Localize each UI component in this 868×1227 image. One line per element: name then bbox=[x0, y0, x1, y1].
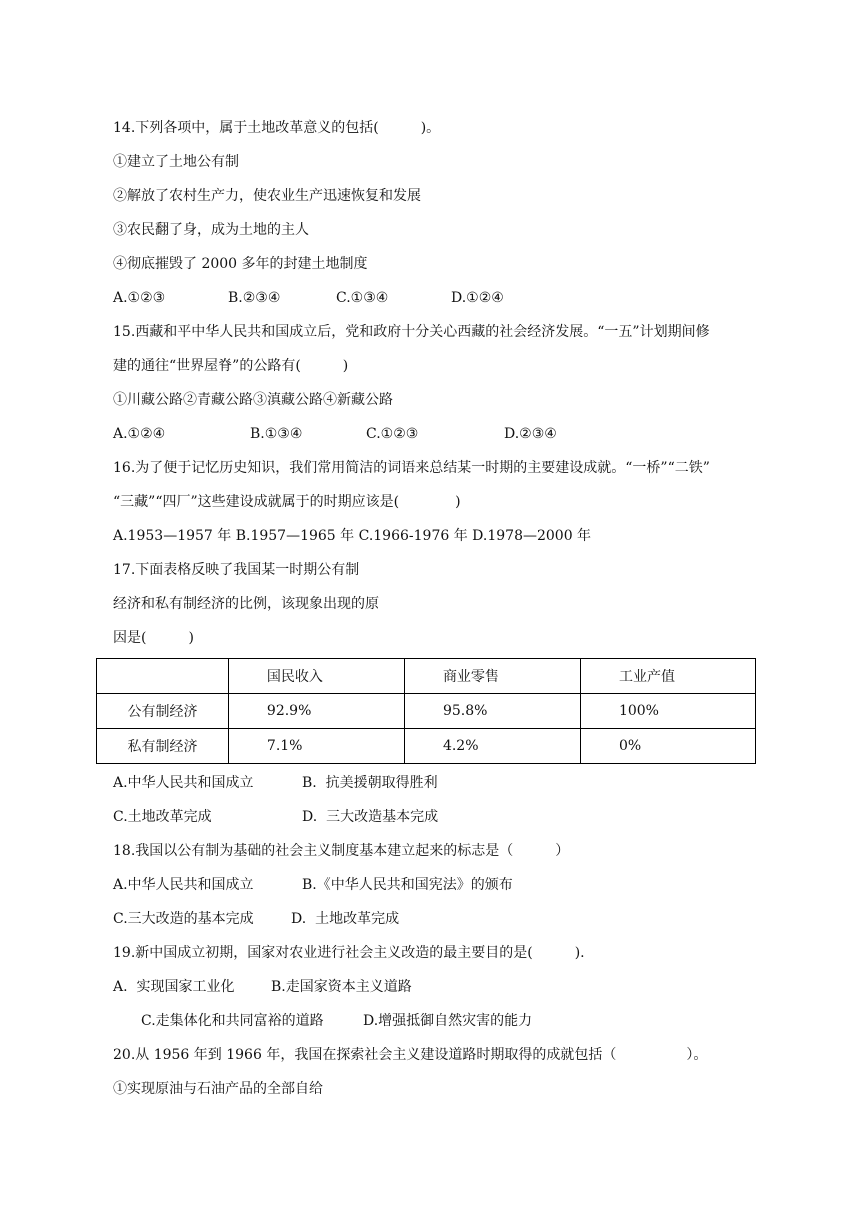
q14-item-4: ④彻底摧毁了 2000 多年的封建土地制度 bbox=[113, 256, 368, 272]
table-cell: 公有制经济 bbox=[97, 694, 229, 729]
table-header-cell bbox=[97, 659, 229, 694]
q14-option-d: D.①②④ bbox=[451, 290, 504, 306]
q16-stem-line-2: “三藏”“四厂”这些建设成就属于的时期应该是( ) bbox=[113, 494, 461, 510]
q14-item-2: ②解放了农村生产力，使农业生产迅速恢复和发展 bbox=[113, 188, 421, 204]
q15-option-d: D.②③④ bbox=[504, 426, 557, 442]
q15-items: ①川藏公路②青藏公路③滇藏公路④新藏公路 bbox=[113, 392, 393, 408]
q18-option-a: A.中华人民共和国成立 bbox=[113, 877, 254, 893]
q14-option-a: A.①②③ bbox=[113, 290, 166, 306]
table-cell: 100% bbox=[580, 694, 755, 729]
q19-option-a: A. 实现国家工业化 bbox=[113, 979, 235, 995]
table-cell: 4.2% bbox=[404, 729, 580, 764]
table-cell: 92.9% bbox=[228, 694, 404, 729]
q17-stem-line-2: 经济和私有制经济的比例，该现象出现的原 bbox=[113, 596, 379, 612]
q17-option-d: D. 三大改造基本完成 bbox=[302, 809, 439, 825]
table-row bbox=[97, 729, 756, 764]
q18-option-b: B.《中华人民共和国宪法》的颁布 bbox=[302, 877, 513, 893]
q17-option-b: B. 抗美援朝取得胜利 bbox=[302, 775, 438, 791]
q20-item-1: ①实现原油与石油产品的全部自给 bbox=[113, 1081, 323, 1097]
q20-stem: 20.从 1956 年到 1966 年，我国在探索社会主义建设道路时期取得的成就包括（ ）。 bbox=[113, 1047, 708, 1063]
table-header-cell: 商业零售 bbox=[404, 659, 580, 694]
q15-option-a: A.①②④ bbox=[113, 426, 166, 442]
q17-option-a: A.中华人民共和国成立 bbox=[113, 775, 254, 791]
q19-option-b: B.走国家资本主义道路 bbox=[271, 979, 412, 995]
table-header-cell: 国民收入 bbox=[228, 659, 404, 694]
q16-stem-line-1: 16.为了便于记忆历史知识，我们常用简洁的词语来总结某一时期的主要建设成就。“一桥”“二铁” bbox=[113, 460, 710, 476]
q19-option-c: C.走集体化和共同富裕的道路 bbox=[141, 1013, 324, 1029]
q18-option-c: C.三大改造的基本完成 bbox=[113, 911, 254, 927]
table-header-cell: 工业产值 bbox=[580, 659, 755, 694]
table-header-row bbox=[97, 659, 756, 694]
q18-stem: 18.我国以公有制为基础的社会主义制度基本建立起来的标志是（ ） bbox=[113, 843, 570, 859]
q19-option-d: D.增强抵御自然灾害的能力 bbox=[363, 1013, 533, 1029]
table-cell: 私有制经济 bbox=[97, 729, 229, 764]
q18-option-d: D. 土地改革完成 bbox=[291, 911, 400, 927]
q16-options: A.1953—1957 年 B.1957—1965 年 C.1966-1976 年 D.1978—2000 年 bbox=[113, 528, 592, 544]
q15-option-c: C.①②③ bbox=[366, 426, 419, 442]
q15-option-b: B.①③④ bbox=[250, 426, 303, 442]
q17-stem-line-3: 因是( ) bbox=[113, 630, 194, 646]
q14-option-b: B.②③④ bbox=[228, 290, 281, 306]
ownership-table bbox=[96, 658, 756, 764]
q14-stem: 14.下列各项中，属于土地改革意义的包括( )。 bbox=[113, 120, 441, 136]
q17-option-c: C.土地改革完成 bbox=[113, 809, 212, 825]
table-cell: 0% bbox=[580, 729, 755, 764]
q14-option-c: C.①③④ bbox=[336, 290, 389, 306]
q15-stem-line-1: 15.西藏和平中华人民共和国成立后，党和政府十分关心西藏的社会经济发展。“一五”计划期间修 bbox=[113, 324, 710, 340]
table-row bbox=[97, 694, 756, 729]
q14-item-3: ③农民翻了身，成为土地的主人 bbox=[113, 222, 309, 238]
q14-item-1: ①建立了土地公有制 bbox=[113, 154, 239, 170]
table-cell: 95.8% bbox=[404, 694, 580, 729]
q15-stem-line-2: 建的通往“世界屋脊”的公路有( ) bbox=[113, 358, 349, 374]
q19-stem: 19.新中国成立初期，国家对农业进行社会主义改造的最主要目的是( ). bbox=[113, 945, 585, 961]
q17-stem-line-1: 17.下面表格反映了我国某一时期公有制 bbox=[113, 562, 360, 578]
table-cell: 7.1% bbox=[228, 729, 404, 764]
